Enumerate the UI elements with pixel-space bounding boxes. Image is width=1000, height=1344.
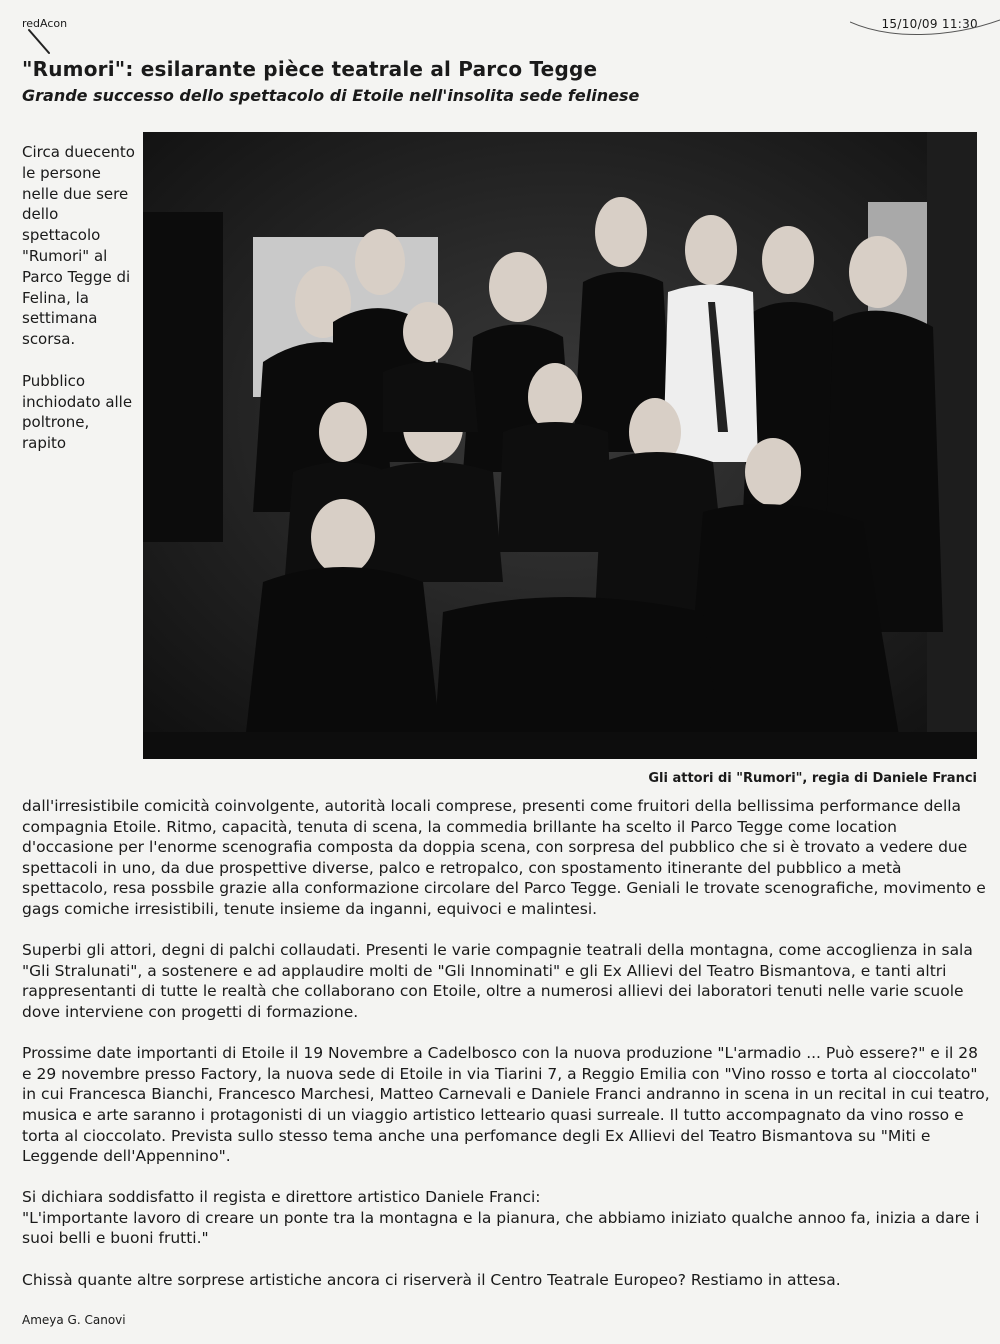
article-author: Ameya G. Canovi — [22, 1313, 126, 1327]
handwritten-stroke — [28, 28, 52, 56]
body-paragraph: Si dichiara soddisfatto il regista e direttore artistico Daniele Franci: "L'importante lavoro di creare un ponte tra la montagna e la pianura, che abbiamo iniziato qualche annoo fa, inizia a dare i suoi belli e buoni frutti." — [22, 1188, 980, 1248]
body-paragraph: Superbi gli attori, degni di palchi collaudati. Presenti le varie compagnie teatrali della montagna, come accoglienza in sala "Gli Stralunati", a sostenere e ad applaudire molti de "Gli Innominati" e gli Ex Allievi del Teatro Bismantova, e tanti altri rappresentanti di tutte le realtà che collaborano con Etoile, oltre a numerosi allievi dei laboratori tenuti nelle varie scuole dove interviene con progetti di formazione. — [22, 941, 973, 1021]
fax-timestamp: 15/10/09 11:30 — [881, 17, 978, 31]
article-body — [22, 796, 990, 1311]
lead-column — [22, 142, 138, 475]
body-paragraph: Chissà quante altre sorprese artistiche ancora ci riserverà il Centro Teatrale Europeo? Restiamo in attesa. — [22, 1270, 841, 1289]
page-curl-mark — [850, 0, 1000, 45]
cast-photo — [143, 132, 977, 759]
lead-paragraph: Circa duecento le persone nelle due sere dello spettacolo "Rumori" al Parco Tegge di Felina, la settimana scorsa. — [22, 143, 135, 349]
source-label: redAcon — [22, 17, 68, 30]
body-paragraph: dall'irresistibile comicità coinvolgente, autorità locali comprese, presenti come fruitori della bellissima performance della compagnia Etoile. Ritmo, capacità, tenuta di scena, la commedia brillante ha scelto il Parco Tegge come location d'occasione per l'enorme scenografia composta da doppia scena, con sorpresa del pubblico che si è trovato a vedere due spettacoli in uno, da due prospettive diverse, palco e retropalco, con spostamento itinerante del pubblico a metà spettacolo, resa possbile grazie alla conformazione circolare del Parco Tegge. Geniali le trovate scenografiche, movimento e gags comiche irresistibili, tenute insieme da inganni, equivoci e malintesi. — [22, 797, 986, 918]
body-paragraph: Prossime date importanti di Etoile il 19 Novembre a Cadelbosco con la nuova produzione "L'armadio ... Può essere?" e il 28 e 29 novembre presso Factory, la nuova sede di Etoile in via Tiarini 7, a Reggio Emilia con "Vino rosso e torta al cioccolato" in cui Francesca Bianchi, Francesco Marchesi, Matteo Carnevali e Daniele Franci andranno in scena in un recital in cui teatro, musica e arte saranno i protagonisti di un viaggio artistico letteario quasi surreale. Il tutto accompagnato da vino rosso e torta al cioccolato. Prevista sullo stesso tema anche una perfomance degli Ex Allievi del Teatro Bismantova su "Miti e Leggende dell'Appennino". — [22, 1044, 990, 1166]
photo-caption: Gli attori di "Rumori", regia di Daniele Franci — [648, 771, 977, 786]
lead-paragraph: Pubblico inchiodato alle poltrone, rapito — [22, 371, 133, 453]
article-subtitle: Grande successo dello spettacolo di Etoile nell'insolita sede felinese — [22, 86, 640, 105]
article-title: "Rumori": esilarante pièce teatrale al Parco Tegge — [22, 57, 598, 81]
